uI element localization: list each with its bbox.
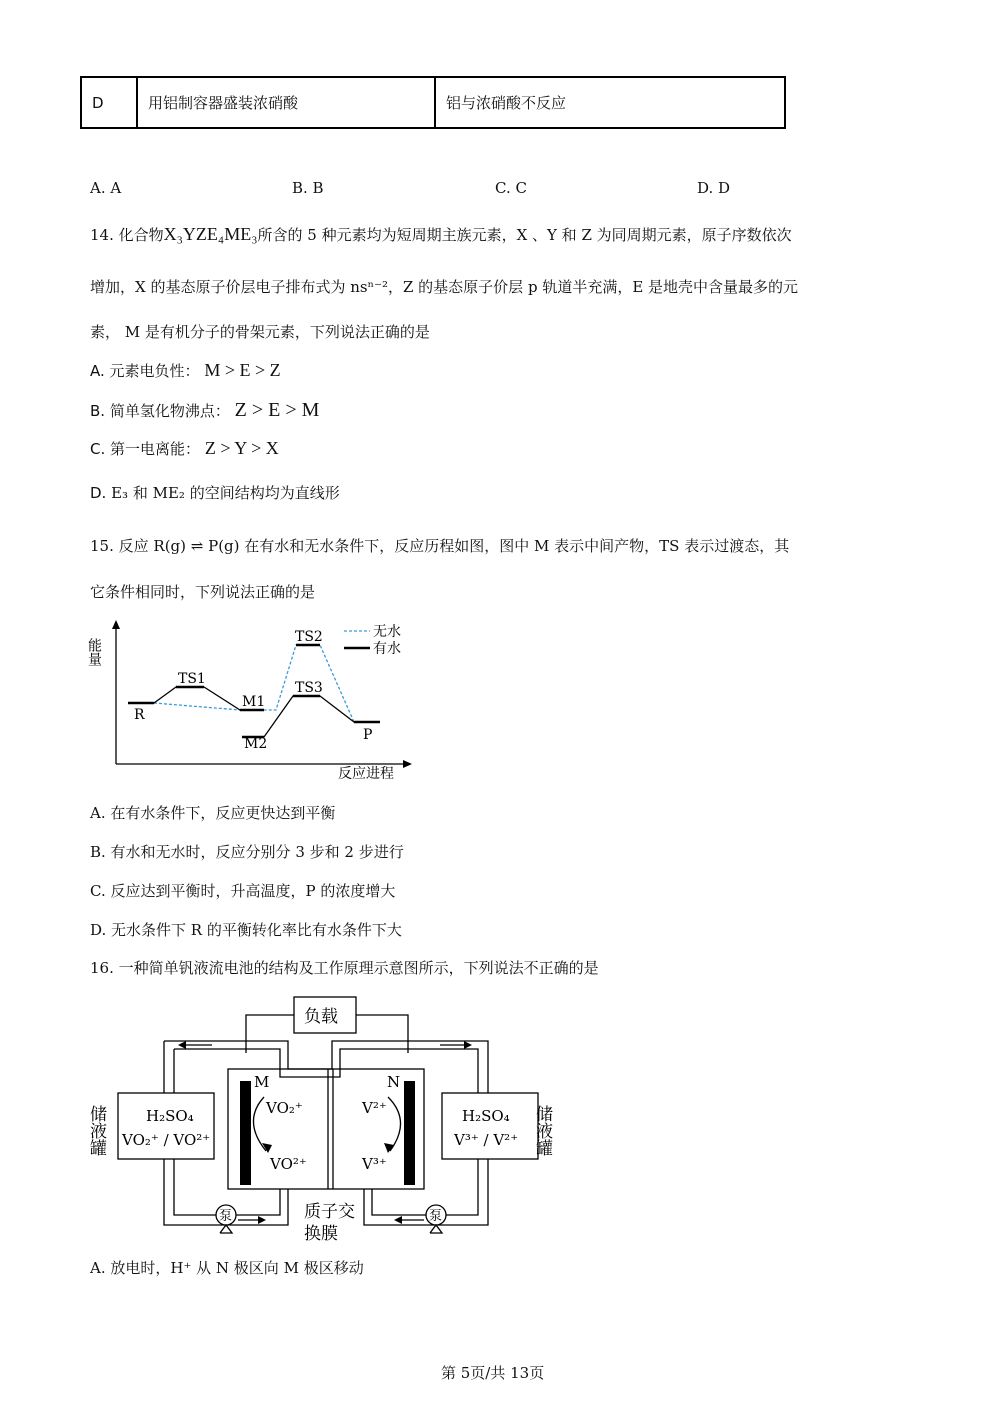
- legend-dry: 无水: [373, 624, 401, 640]
- label-r: R: [134, 707, 145, 723]
- y-axis-label: 能量: [86, 638, 102, 666]
- q14-option-d: [90, 482, 340, 503]
- label-ts1: TS1: [178, 671, 206, 687]
- q15-option-a: A. 在有水条件下，反应更快达到平衡: [90, 804, 336, 822]
- option-text: 第一电离能：: [110, 440, 201, 458]
- right-tank-bottom: V³⁺ / V²⁺: [454, 1131, 519, 1149]
- q15-option-b: B. 有水和无水时，反应分别分 3 步和 2 步进行: [90, 843, 404, 861]
- left-tank: [118, 1093, 214, 1159]
- frame-top-inner: [174, 1049, 478, 1215]
- q15-line2: 它条件相同时，下列说法正确的是: [90, 583, 316, 601]
- q14-option-c: [90, 438, 279, 459]
- q16-option-a: A. 放电时，H⁺ 从 N 极区向 M 极区移动: [90, 1259, 364, 1277]
- energy-profile-diagram: [88, 618, 418, 784]
- choice-b: B. B: [292, 179, 324, 197]
- label-p: P: [363, 727, 373, 743]
- left-species-top: VO₂⁺: [266, 1099, 303, 1117]
- q16-text: 一种简单钒液流电池的结构及工作原理示意图所示，下列说法不正确的是: [118, 959, 599, 977]
- label-m1: M1: [242, 694, 266, 710]
- membrane-label-2: 换膜: [304, 1224, 338, 1244]
- left-tank-top: H₂SO₄: [146, 1107, 194, 1125]
- question-number: 16.: [90, 959, 114, 977]
- option-text: 简单氢化物沸点：: [109, 402, 230, 420]
- tank-label-left: 储液罐: [86, 1105, 106, 1156]
- load-label: 负载: [304, 1007, 338, 1027]
- left-species-bottom: VO²⁺: [270, 1155, 307, 1173]
- arc-left: [253, 1097, 266, 1151]
- pump-left-label: 泵: [219, 1209, 233, 1224]
- q14-text: 化合物: [118, 226, 164, 244]
- right-species-bottom: V³⁺: [362, 1155, 387, 1173]
- option-math: M > E > Z: [204, 360, 281, 380]
- right-species-top: V²⁺: [362, 1099, 387, 1117]
- electrode-n-label: N: [387, 1073, 401, 1091]
- option-text: 元素电负性：: [109, 362, 200, 380]
- legend-wet: 有水: [373, 641, 401, 657]
- flow-battery-diagram: [86, 993, 554, 1247]
- question-number: 15.: [90, 537, 114, 555]
- pump-right-label: 泵: [429, 1209, 443, 1224]
- option-label: C.: [90, 440, 106, 458]
- electrode-m-label: M: [254, 1073, 270, 1091]
- tank-label-right: 储液罐: [532, 1105, 552, 1156]
- choice-c: C. C: [495, 179, 527, 197]
- left-tank-bottom: VO₂⁺ / VO²⁺: [122, 1131, 211, 1149]
- q15-option-d: D. 无水条件下 R 的平衡转化率比有水条件下大: [90, 921, 402, 939]
- q15-line1: [90, 535, 789, 556]
- right-tank-top: H₂SO₄: [462, 1107, 510, 1125]
- q15-text: 反应 R(g) ⇌ P(g) 在有水和无水条件下，反应历程如图，图中 M 表示中间产物，TS 表示过渡态，其: [118, 537, 790, 555]
- choice-a: A. A: [90, 179, 122, 197]
- electrode-m: [240, 1081, 251, 1185]
- pump-right-base: [430, 1225, 442, 1233]
- x-axis-label: 反应进程: [338, 766, 394, 782]
- label-ts3: TS3: [295, 680, 323, 696]
- wire-left: [246, 1015, 294, 1053]
- q15-option-c: C. 反应达到平衡时，升高温度，P 的浓度增大: [90, 882, 396, 900]
- pump-left-base: [220, 1225, 232, 1233]
- q16-line1: [90, 957, 599, 978]
- membrane-label-1: 质子交: [304, 1202, 355, 1222]
- option-math: Z > Y > X: [204, 438, 279, 458]
- q14-line1: [90, 224, 792, 245]
- electrode-n: [404, 1081, 415, 1185]
- option-math: Z > E > M: [234, 399, 320, 421]
- table-cell-reason: 铝与浓硝酸不反应: [435, 77, 785, 128]
- answer-table-row-d: [80, 76, 786, 129]
- q14-line3: 素， M 是有机分子的骨架元素，下列说法正确的是: [90, 323, 430, 341]
- x-axis-arrow: [403, 760, 412, 768]
- q14-text-post: 所含的 5 种元素均为短周期主族元素，X 、Y 和 Z 为同周期元素，原子序数依次: [257, 226, 792, 244]
- label-m2: M2: [244, 736, 268, 752]
- q14-option-a: [90, 360, 281, 381]
- option-label: D.: [90, 484, 107, 502]
- q14-line2: 增加，X 的基态原子价层电子排布式为 nsⁿ⁻²，Z 的基态原子价层 p 轨道半充满，E 是地壳中含量最多的元: [90, 278, 799, 296]
- right-tank: [442, 1093, 538, 1159]
- question-number: 14.: [90, 226, 114, 244]
- label-ts2: TS2: [295, 629, 323, 645]
- table-cell-operation: 用铝制容器盛装浓硝酸: [137, 77, 435, 128]
- wire-right: [356, 1015, 408, 1053]
- choice-d: D. D: [697, 179, 731, 197]
- table-cell-letter: D: [81, 77, 137, 128]
- q14-formula: X₃YZE₄ME₃: [163, 224, 258, 244]
- arc-right: [388, 1097, 401, 1151]
- option-label: B.: [90, 402, 106, 420]
- option-text: E₃ 和 ME₂ 的空间结构均为直线形: [111, 484, 340, 502]
- page-footer: 第 5页/共 13页: [441, 1364, 545, 1382]
- q14-option-b: [90, 399, 319, 422]
- option-label: A.: [90, 362, 105, 380]
- y-axis-arrow: [112, 620, 120, 629]
